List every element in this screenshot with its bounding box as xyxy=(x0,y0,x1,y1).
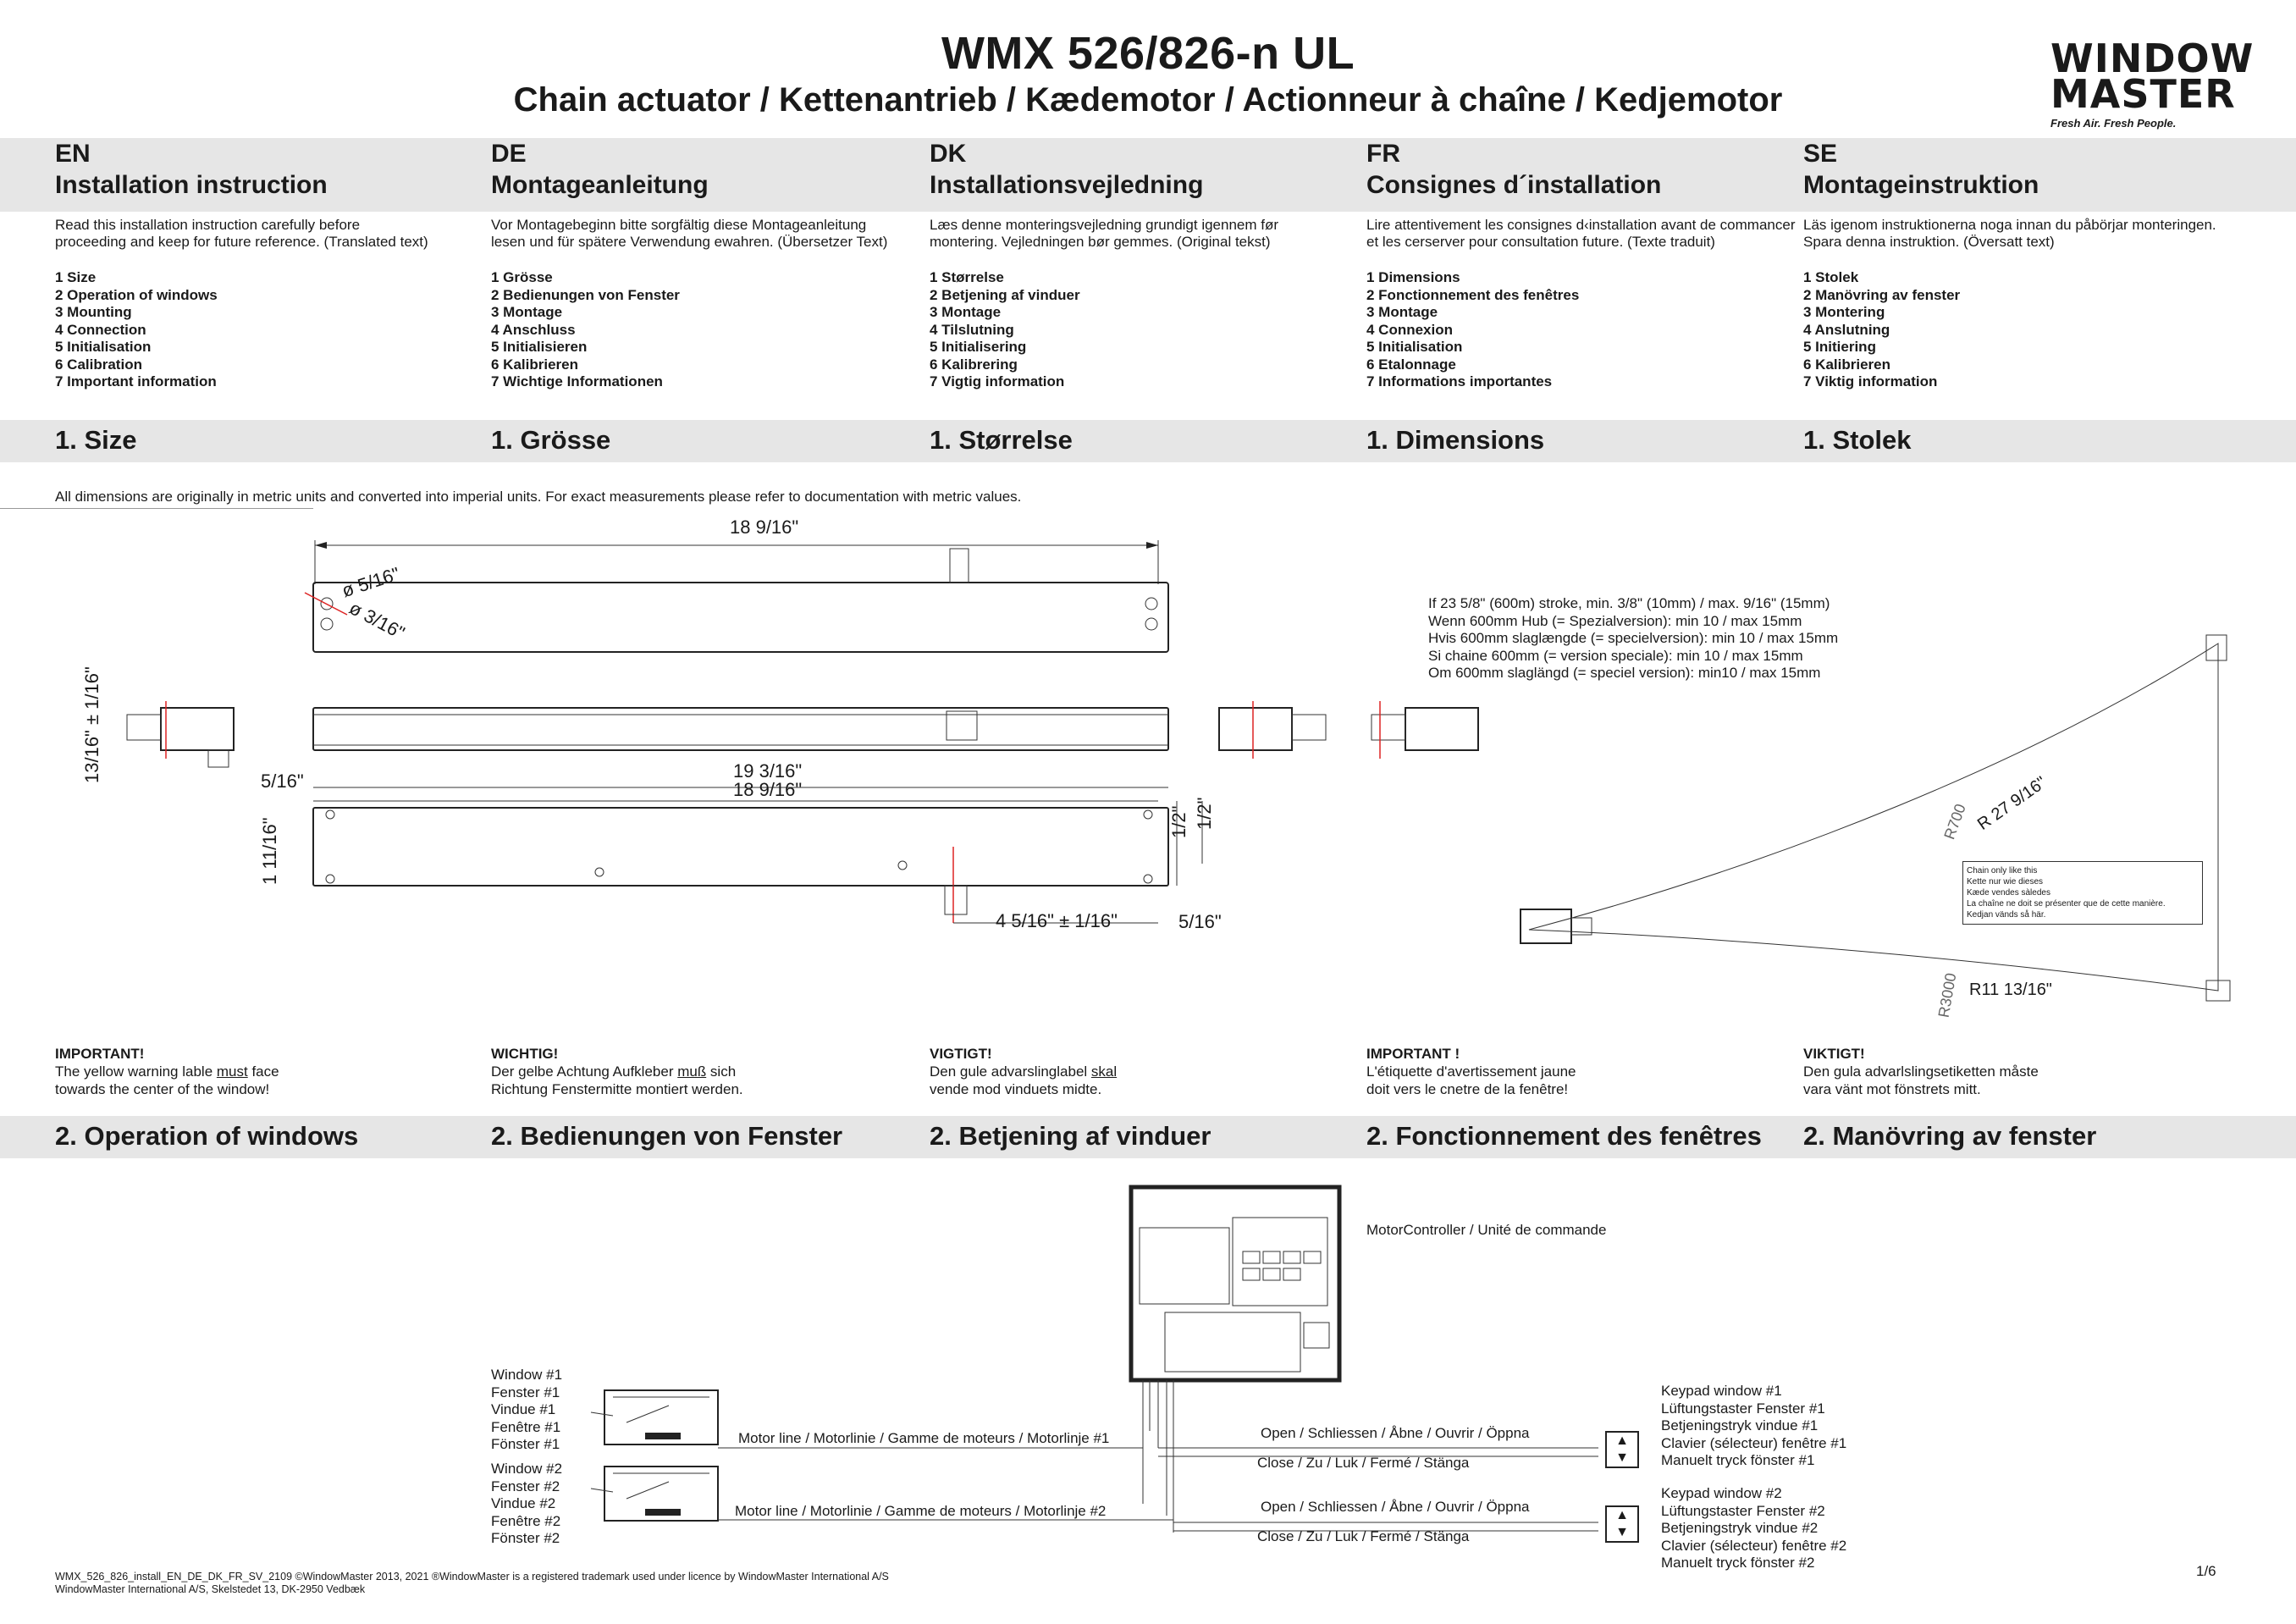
keypad2-line: Keypad window #2 xyxy=(1661,1485,1782,1501)
radius-top-label: R 27 9/16" xyxy=(1973,773,2050,835)
important-text: face xyxy=(247,1063,279,1080)
intro-line: montering. Vejledningen bør gemmes. (Original tekst) xyxy=(930,234,1271,250)
important-emphasis: muß xyxy=(677,1063,707,1080)
intro-line: proceeding and keep for future reference. (Translated text) xyxy=(55,234,428,250)
document-subtitle: Chain actuator / Kettenantrieb / Kædemotor / Actionneur à chaîne / Kedjemotor xyxy=(513,81,1783,119)
dim-body-length: 18 9/16" xyxy=(733,779,803,800)
footer-copyright: WMX_526_826_install_EN_DE_DK_FR_SV_2109 ©WindowMaster 2013, 2021 ®WindowMaster is a registered trademark used under licence by WindowMaster International A/S xyxy=(55,1571,889,1583)
language-code: EN xyxy=(55,140,91,168)
page-number: 1/6 xyxy=(2196,1563,2216,1579)
important-note xyxy=(1803,1045,2039,1098)
intro-line: Läs igenom instruktionerna noga innan du påbörjar monteringen. xyxy=(1803,217,2216,233)
window2-labels xyxy=(491,1461,562,1548)
close-label-1: Close / Zu / Luk / Fermé / Stänga xyxy=(1257,1455,1470,1471)
intro-line: Lire attentivement les consignes d‹installation avant de commancer xyxy=(1366,217,1796,233)
important-text: Den gule advarslinglabel xyxy=(930,1063,1091,1080)
important-title: VIKTIGT! xyxy=(1803,1046,1865,1062)
important-title: IMPORTANT ! xyxy=(1366,1046,1460,1062)
keypad1-line: Keypad window #1 xyxy=(1661,1383,1782,1399)
section1-band xyxy=(0,420,2296,462)
intro-line: Vor Montagebeginn bitte sorgfältig diese Montageanleitung xyxy=(491,217,867,233)
dim-side-height: 13/16" ± 1/16" xyxy=(81,666,102,783)
keypad1-line: Manuelt tryck fönster #1 xyxy=(1661,1452,1815,1468)
toc-item: 7 Wichtige Informationen xyxy=(491,373,663,389)
column-heading: Installation instruction xyxy=(55,171,328,199)
section-2-heading: 2. Manövring av fenster xyxy=(1803,1121,2097,1151)
dim-offset-right: 5/16" xyxy=(1178,911,1222,932)
toc-item: 4 Anschluss xyxy=(491,321,576,338)
window2-line: Vindue #2 xyxy=(491,1495,556,1511)
radius-top-mm: R700 xyxy=(1940,801,1969,842)
toc-item: 7 Vigtig information xyxy=(930,373,1065,389)
toc-item: 7 Informations importantes xyxy=(1366,373,1553,389)
important-text: Richtung Fenstermitte montiert werden. xyxy=(491,1081,743,1097)
section-2-heading: 2. Bedienungen von Fenster xyxy=(491,1121,843,1151)
section-2-heading: 2. Betjening af vinduer xyxy=(930,1121,1211,1151)
keypad-2 xyxy=(1605,1505,1639,1543)
important-note xyxy=(55,1045,279,1098)
toc-item: 3 Mounting xyxy=(55,304,132,320)
keypad1-line: Lüftungstaster Fenster #1 xyxy=(1661,1400,1825,1417)
stroke-note xyxy=(1428,595,1838,682)
important-title: IMPORTANT! xyxy=(55,1046,145,1062)
chain-orientation-box xyxy=(1962,861,2203,925)
dimensions-note: All dimensions are originally in metric units and converted into imperial units. For exact measurements please refer to documentation with metric values. xyxy=(55,489,1022,505)
logo-line2: MASTER xyxy=(2050,71,2236,117)
column-heading: Montageanleitung xyxy=(491,171,709,199)
important-title: VIGTIGT! xyxy=(930,1046,992,1062)
dim-chain-position: 4 5/16" ± 1/16" xyxy=(996,910,1118,931)
dim-offset-left: 5/16" xyxy=(261,771,304,792)
important-note xyxy=(930,1045,1117,1098)
dim-right-a: 1/2" xyxy=(1168,805,1189,838)
section-2-heading: 2. Fonctionnement des fenêtres xyxy=(1366,1121,1762,1151)
window1-line: Vindue #1 xyxy=(491,1401,556,1417)
toc-item: 6 Etalonnage xyxy=(1366,356,1456,373)
motor-line-1-label: Motor line / Motorlinie / Gamme de moteurs / Motorlinje #1 xyxy=(738,1430,1110,1446)
chain-box-line: Kæde vendes sàledes xyxy=(1967,888,2050,898)
column-heading: Consignes d´installation xyxy=(1366,171,1662,199)
important-text: vende mod vinduets midte. xyxy=(930,1081,1102,1097)
toc-item: 6 Calibration xyxy=(55,356,142,373)
close-label-2: Close / Zu / Luk / Fermé / Stänga xyxy=(1257,1528,1470,1544)
toc-item: 1 Stolek xyxy=(1803,269,1859,285)
language-code: DE xyxy=(491,140,527,168)
toc-item: 4 Tilslutning xyxy=(930,321,1014,338)
window2-line: Window #2 xyxy=(491,1461,563,1477)
logo-line1: WINDOW xyxy=(2050,36,2255,81)
window2-line: Fenêtre #2 xyxy=(491,1512,561,1529)
important-text: doit vers le cnetre de la fenêtre! xyxy=(1366,1081,1569,1097)
toc-item: 5 Initialisieren xyxy=(491,339,588,355)
dim-body-height: 1 11/16" xyxy=(259,817,280,885)
toc-item: 3 Montage xyxy=(1366,304,1438,320)
stroke-note-line: If 23 5/8" (600m) stroke, min. 3/8" (10mm) / max. 9/16" (15mm) xyxy=(1428,595,1830,611)
keypad1-line: Betjeningstryk vindue #1 xyxy=(1661,1417,1819,1433)
windowmaster-logo xyxy=(2050,36,2255,130)
dim-top-length: 18 9/16" xyxy=(730,516,799,538)
logo-tagline: Fresh Air. Fresh People. xyxy=(2050,117,2177,130)
important-emphasis: must xyxy=(216,1063,248,1080)
up-arrow-icon: ▲ xyxy=(1615,1508,1629,1522)
toc-item: 4 Anslutning xyxy=(1803,321,1890,338)
section-1-heading: 1. Size xyxy=(55,425,137,455)
important-text: Der gelbe Achtung Aufkleber xyxy=(491,1063,678,1080)
intro-line: lesen und für spätere Verwendung ewahren. (Übersetzer Text) xyxy=(491,234,888,250)
window1-labels xyxy=(491,1367,562,1454)
important-note xyxy=(491,1045,743,1098)
window1-line: Fenêtre #1 xyxy=(491,1418,561,1435)
toc-item: 6 Kalibrering xyxy=(930,356,1018,373)
toc-item: 7 Important information xyxy=(55,373,217,389)
toc-item: 5 Initialisation xyxy=(1366,339,1463,355)
toc-item: 7 Viktig information xyxy=(1803,373,1938,389)
document-title: WMX 526/826-n UL xyxy=(941,28,1355,79)
chain-box-line: La chaîne ne doit se présenter que de cette manière. xyxy=(1967,899,2166,909)
motor-line-2-label: Motor line / Motorlinie / Gamme de moteurs / Motorlinje #2 xyxy=(735,1503,1107,1519)
toc-item: 6 Kalibrieren xyxy=(1803,356,1890,373)
language-code: FR xyxy=(1366,140,1400,168)
dim-total-length: 19 3/16" xyxy=(733,760,803,782)
toc-item: 4 Connexion xyxy=(1366,321,1454,338)
operation-wiring-diagram xyxy=(0,1177,2296,1583)
section-1-heading: 1. Stolek xyxy=(1803,425,1912,455)
window1-line: Window #1 xyxy=(491,1367,563,1383)
window1-line: Fenster #1 xyxy=(491,1384,560,1400)
column-heading: Montageinstruktion xyxy=(1803,171,2039,199)
intro-line: et les cerserver pour consultation future. (Texte traduit) xyxy=(1366,234,1715,250)
toc-item: 1 Dimensions xyxy=(1366,269,1460,285)
toc-item: 4 Connection xyxy=(55,321,146,338)
chain-box-line: Kedjan vänds så här. xyxy=(1967,910,2046,920)
toc-item: 5 Initiering xyxy=(1803,339,1876,355)
up-arrow-icon: ▲ xyxy=(1615,1433,1629,1448)
keypad2-line: Betjeningstryk vindue #2 xyxy=(1661,1520,1819,1536)
window2-line: Fenster #2 xyxy=(491,1478,560,1494)
keypad1-line: Clavier (sélecteur) fenêtre #1 xyxy=(1661,1434,1847,1451)
toc-item: 2 Bedienungen von Fenster xyxy=(491,286,680,303)
important-text: vara vänt mot fönstrets mitt. xyxy=(1803,1081,1981,1097)
important-text: sich xyxy=(706,1063,737,1080)
motor-controller-label: MotorController / Unité de commande xyxy=(1366,1222,1607,1238)
keypad2-line: Lüftungstaster Fenster #2 xyxy=(1661,1502,1825,1519)
keypad2-line: Manuelt tryck fönster #2 xyxy=(1661,1555,1815,1571)
stroke-note-line: Om 600mm slaglängd (= speciel version): min10 / max 15mm xyxy=(1428,665,1821,681)
toc-item: 1 Størrelse xyxy=(930,269,1004,285)
down-arrow-icon: ▼ xyxy=(1615,1450,1629,1465)
intro-line: Spara denna instruktion. (Översatt text) xyxy=(1803,234,2055,250)
important-text: L'étiquette d'avertissement jaune xyxy=(1366,1063,1576,1080)
section-1-heading: 1. Størrelse xyxy=(930,425,1073,455)
important-note xyxy=(1366,1045,1576,1098)
column-heading: Installationsvejledning xyxy=(930,171,1204,199)
dim-hole-small: ø 3/16" xyxy=(345,597,409,644)
chain-box-line: Kette nur wie dieses xyxy=(1967,877,2044,887)
toc-item: 3 Montering xyxy=(1803,304,1885,320)
keypad1-labels xyxy=(1661,1383,1846,1470)
important-emphasis: skal xyxy=(1090,1063,1118,1080)
window1-line: Fönster #1 xyxy=(491,1436,560,1452)
toc-item: 6 Kalibrieren xyxy=(491,356,578,373)
stroke-note-line: Wenn 600mm Hub (= Spezialversion): min 10 / max 15mm xyxy=(1428,612,1802,629)
toc-item: 3 Montage xyxy=(930,304,1002,320)
toc-item: 5 Initialisation xyxy=(55,339,152,355)
language-code: DK xyxy=(930,140,967,168)
toc-item: 2 Fonctionnement des fenêtres xyxy=(1366,286,1580,303)
keypad2-line: Clavier (sélecteur) fenêtre #2 xyxy=(1661,1537,1847,1554)
section-1-heading: 1. Dimensions xyxy=(1366,425,1545,455)
toc-item: 5 Initialisering xyxy=(930,339,1027,355)
toc-item: 1 Size xyxy=(55,269,97,285)
important-title: WICHTIG! xyxy=(491,1046,559,1062)
window2-line: Fönster #2 xyxy=(491,1530,560,1546)
radius-bottom-label: R11 13/16" xyxy=(1969,980,2052,999)
open-label-1: Open / Schliessen / Åbne / Ouvrir / Öppna xyxy=(1261,1425,1530,1441)
toc-item: 2 Operation of windows xyxy=(55,286,218,303)
radius-bottom-mm: R3000 xyxy=(1934,971,1960,1019)
down-arrow-icon: ▼ xyxy=(1615,1525,1629,1539)
important-text: Den gula advarlslingsetiketten måste xyxy=(1803,1063,2039,1080)
toc-item: 1 Grösse xyxy=(491,269,553,285)
section-2-heading: 2. Operation of windows xyxy=(55,1121,359,1151)
keypad-1 xyxy=(1605,1431,1639,1468)
keypad2-labels xyxy=(1661,1485,1846,1572)
footer-address: WindowMaster International A/S, Skelstedet 13, DK-2950 Vedbæk xyxy=(55,1583,366,1595)
stroke-note-line: Hvis 600mm slaglængde (= specielversion): min 10 / max 15mm xyxy=(1428,630,1839,646)
dim-hole-large: ø 5/16" xyxy=(339,562,403,602)
toc-item: 2 Betjening af vinduer xyxy=(930,286,1080,303)
intro-line: Read this installation instruction carefully before xyxy=(55,217,361,233)
chain-box-line: Chain only like this xyxy=(1967,866,2038,876)
intro-line: Læs denne monteringsvejledning grundigt igennem før xyxy=(930,217,1279,233)
toc-item: 2 Manövring av fenster xyxy=(1803,286,1961,303)
language-code: SE xyxy=(1803,140,1838,168)
important-text: The yellow warning lable xyxy=(55,1063,217,1080)
stroke-note-line: Si chaine 600mm (= version speciale): min 10 / max 15mm xyxy=(1428,647,1803,664)
open-label-2: Open / Schliessen / Åbne / Ouvrir / Öppna xyxy=(1261,1499,1530,1515)
footer xyxy=(55,1571,889,1596)
section-1-heading: 1. Grösse xyxy=(491,425,611,455)
important-text: towards the center of the window! xyxy=(55,1081,270,1097)
dim-right-b: 1/2" xyxy=(1194,797,1215,830)
toc-item: 3 Montage xyxy=(491,304,563,320)
